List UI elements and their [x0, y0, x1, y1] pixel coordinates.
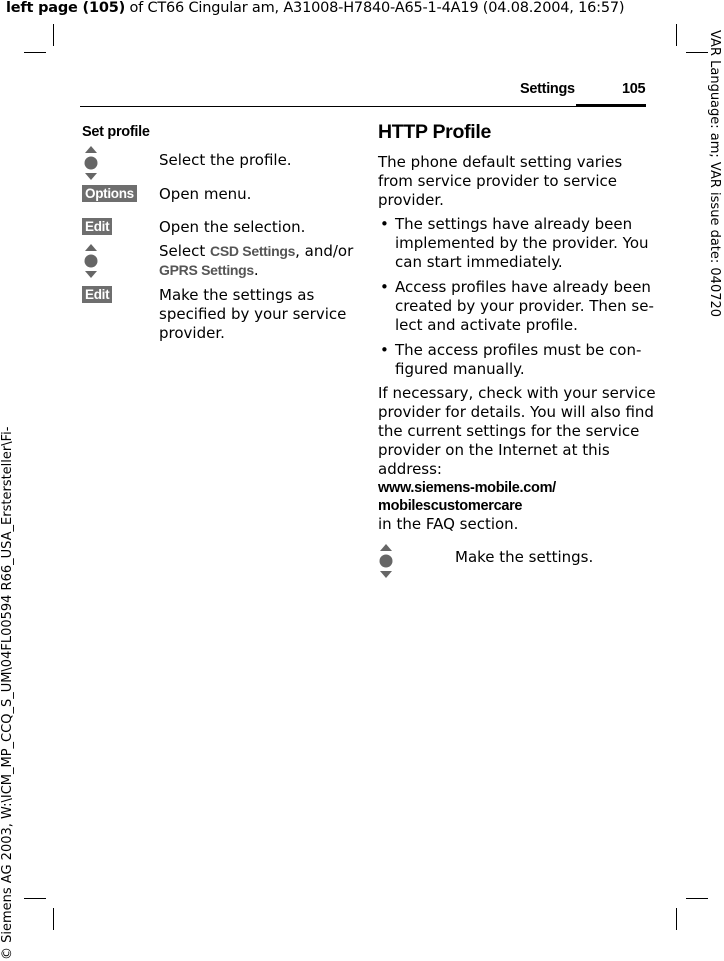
header-rule-accent — [576, 104, 646, 107]
bullet-dot: • — [380, 215, 389, 233]
bullet-item: Access profiles have already been created by your provider. Then se- lect and activate profile. — [395, 278, 654, 334]
crop-mark — [53, 908, 54, 930]
crop-mark — [24, 898, 46, 899]
web-address: www.siemens-mobile.com/ mobilescustomercare — [378, 480, 556, 514]
bullet-dot: • — [380, 341, 389, 359]
step-text: Open the selection. — [159, 218, 306, 236]
side-text-left: © Siemens AG 2003, W:\ICM_MP_CCQ_S_UM\04FL00594 R66_USA_Erstersteller\Fi- — [0, 426, 15, 960]
faq-text: in the FAQ section. — [378, 515, 519, 533]
crop-mark — [686, 898, 708, 899]
options-softkey: Options — [82, 185, 137, 202]
crop-mark — [676, 24, 677, 46]
step-text: Select CSD Settings, and/or GPRS Settings. — [159, 242, 354, 279]
step-text: Select the profile. — [159, 151, 292, 169]
edit-softkey: Edit — [82, 286, 112, 303]
nav-scroll-icon — [84, 244, 98, 278]
section-heading: HTTP Profile — [378, 121, 492, 143]
bullet-item: The settings have already been implemented by the provider. You can start immediately. — [395, 215, 649, 271]
bullet-item: The access profiles must be con- figured manually. — [395, 341, 642, 378]
step-text: Make the settings. — [455, 548, 594, 566]
nav-scroll-icon — [84, 146, 98, 180]
bullet-dot: • — [380, 278, 389, 296]
side-text-right: VAR Language: am; VAR issue date: 040720 — [707, 30, 722, 318]
menu-term: GPRS Settings — [159, 262, 254, 278]
step-text: Make the settings as specified by your service provider. — [159, 286, 347, 342]
crop-mark — [53, 24, 54, 46]
crop-mark — [24, 52, 46, 53]
section-heading: Set profile — [82, 124, 150, 140]
running-title: Settings — [520, 81, 575, 97]
header-rule — [80, 106, 646, 107]
menu-term: CSD Settings — [210, 243, 296, 259]
page-number: 105 — [622, 81, 646, 97]
nav-scroll-icon — [379, 544, 393, 578]
crop-mark — [676, 908, 677, 930]
edit-softkey: Edit — [82, 218, 112, 235]
note-paragraph: If necessary, check with your service provider for details. You will also find the current settings for the service provider on the Internet at this address: — [378, 384, 656, 478]
step-text: Open menu. — [159, 185, 252, 203]
intro-paragraph: The phone default setting varies from service provider to service provider. — [378, 153, 623, 209]
print-header: left page (105) of CT66 Cingular am, A31008-H7840-A65-1-4A19 (04.08.2004, 16:57) — [6, 0, 625, 16]
